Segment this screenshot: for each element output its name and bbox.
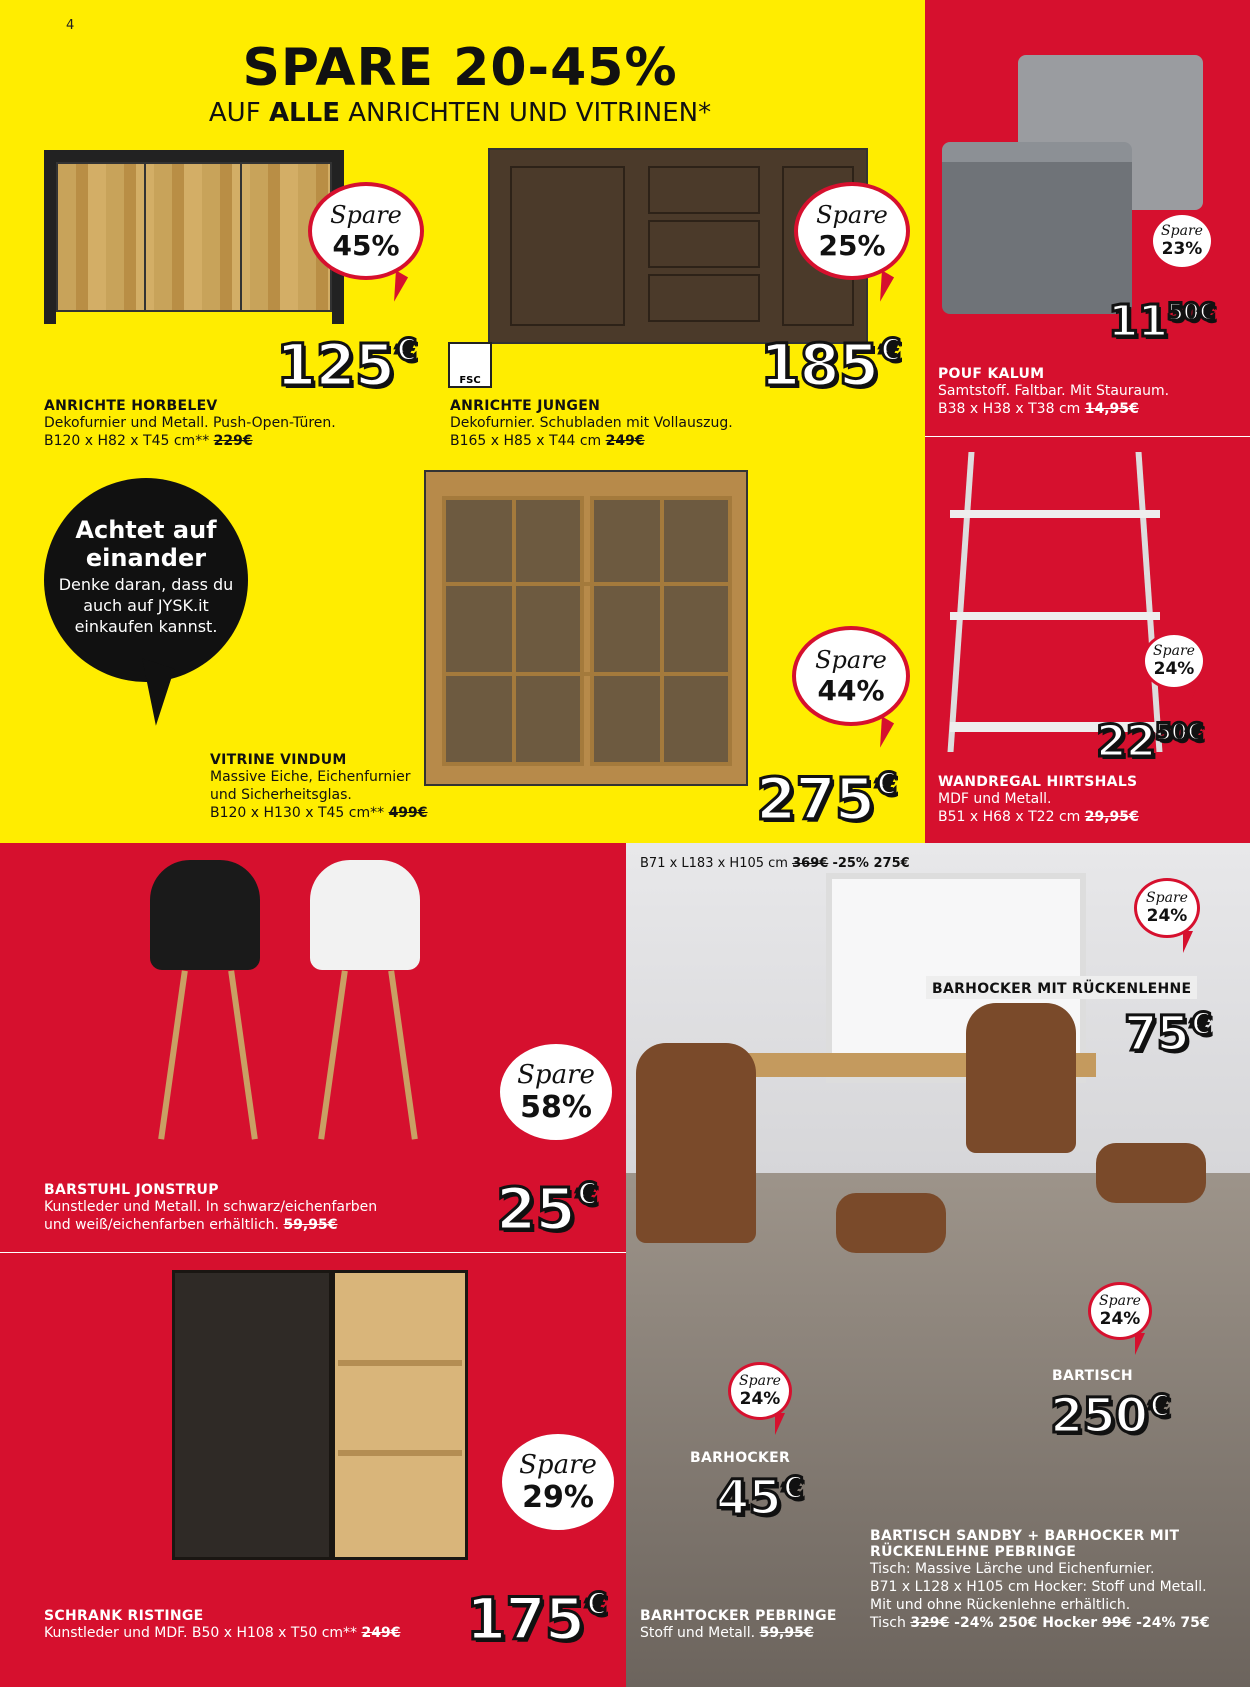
jonstrup-discount-badge: Spare 58% (496, 1040, 616, 1144)
product-title: ANRICHTE HORBELEV (44, 398, 218, 414)
jungen-info: ANRICHTE JUNGEN Dekofurnier. Schubladen mit Vollauszug. B165 x H85 x T44 cm 249€ (450, 398, 850, 450)
subheadline: AUF ALLE ANRICHTEN UND VITRINEN* (208, 98, 712, 128)
kalum-discount-badge: Spare 23% (1150, 212, 1214, 270)
product-title: SCHRANK RISTINGE (44, 1608, 204, 1624)
horbelev-info: ANRICHTE HORBELEV Dekofurnier und Metall. Push-Open-Türen. B120 x H82 x T45 cm** 229€ (44, 398, 404, 450)
jonstrup-info: BARSTUHL JONSTRUP Kunstleder und Metall. In schwarz/eichenfarben und weiß/eichenfarben erhältlich. 59,95€ (44, 1182, 464, 1234)
info-bubble: Achtet auf einander Denke daran, dass du auch auf JYSK.it einkaufen kannst. (44, 478, 248, 682)
horbelev-price: 125€ (276, 331, 416, 399)
product-title: WANDREGAL HIRTSHALS (938, 774, 1138, 790)
jonstrup-image (140, 860, 450, 1140)
horbelev-image (44, 150, 344, 325)
hirtshals-info: WANDREGAL HIRTSHALS MDF und Metall. B51 x H68 x T22 cm 29,95€ (938, 774, 1238, 826)
vindum-price: 275€ (756, 765, 896, 833)
ristinge-discount-badge: Spare 29% (498, 1430, 618, 1534)
room-set-dims: B71 x L183 x H105 cm 369€ -25% 275€ (640, 856, 910, 871)
pebringe-info: BARHTOCKER PEBRINGE Stoff und Metall. 59,95€ (640, 1608, 860, 1642)
product-title: BARSTUHL JONSTRUP (44, 1182, 219, 1198)
hirtshals-discount-badge: Spare 24% (1142, 632, 1206, 690)
ristinge-price: 175€ (466, 1585, 606, 1653)
ristinge-info: SCHRANK RISTINGE Kunstleder und MDF. B50 x H108 x T50 cm** 249€ (44, 1608, 464, 1642)
product-title: BARHTOCKER PEBRINGE (640, 1608, 837, 1624)
vindum-info: VITRINE VINDUM Massive Eiche, Eichenfurnier und Sicherheitsglas. B120 x H130 x T45 cm** 499€ (210, 752, 430, 822)
horbelev-discount-badge: Spare 45% (308, 182, 424, 280)
sandby-info: BARTISCH SANDBY + BARHOCKER MIT RÜCKENLEHNE PEBRINGE Tisch: Massive Lärche und Eichenfurnier. B71 x L128 x H105 cm Hocker: Stoff und Metall. Mit und ohne Rückenlehne erhältlich. Tisch 329€ -24% 250€ Hocker 99€ -24% 75€ (870, 1528, 1230, 1632)
ristinge-image (172, 1270, 468, 1560)
product-title: POUF KALUM (938, 366, 1045, 382)
headline: SPARE 20-45% (242, 38, 678, 98)
pebringe-back-title-box: BARHOCKER MIT RÜCKENLEHNE (926, 976, 1197, 999)
barhocker-price: 45€ (716, 1470, 803, 1526)
kalum-price: $11^{50€}$ (1108, 296, 1215, 347)
pebringe-back-discount-badge: Spare 24% (1134, 878, 1200, 938)
header (160, 38, 760, 128)
hirtshals-price: $22^{50€}$ (1096, 716, 1203, 767)
hirtshals-image (950, 452, 1160, 752)
jungen-price: 185€ (760, 331, 900, 399)
product-title: BARTISCH SANDBY + BARHOCKER MIT (870, 1528, 1180, 1544)
barhocker-discount-badge: Spare 24% (728, 1362, 792, 1420)
jonstrup-price: 25€ (496, 1175, 597, 1243)
fsc-logo: FSC (448, 342, 492, 388)
kalum-image-front (942, 142, 1132, 314)
vindum-discount-badge: Spare 44% (792, 626, 910, 726)
bartisch-title: BARTISCH (1052, 1368, 1133, 1384)
product-title: VITRINE VINDUM (210, 752, 347, 768)
barhocker-title: BARHOCKER (690, 1450, 791, 1466)
product-title: ANRICHTE JUNGEN (450, 398, 601, 414)
page-number: 4 (66, 18, 75, 33)
bartisch-discount-badge: Spare 24% (1088, 1282, 1152, 1340)
vindum-image (424, 470, 748, 786)
jungen-discount-badge: Spare 25% (794, 182, 910, 280)
pebringe-back-price: 75€ (1124, 1006, 1211, 1062)
bartisch-price: 250€ (1050, 1388, 1170, 1444)
kalum-info: POUF KALUM Samtstoff. Faltbar. Mit Stauraum. B38 x H38 x T38 cm 14,95€ (938, 366, 1238, 418)
divider (925, 436, 1250, 437)
divider (0, 1252, 626, 1253)
